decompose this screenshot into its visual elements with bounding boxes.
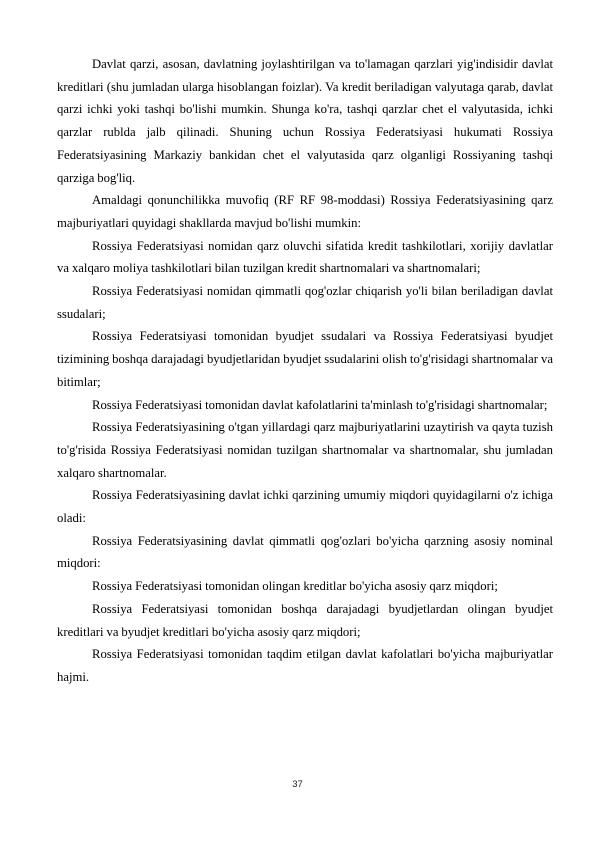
body-text bbox=[57, 53, 553, 689]
page-number: 37 bbox=[292, 779, 303, 790]
paragraph: Rossiya Federatsiyasi nomidan qarz oluvchi sifatida kredit tashkilotlari, xorijiy davlatlar va xalqaro moliya tashkilotlari bilan tuzilgan kredit shartnomalari va shartnomalari; bbox=[57, 238, 553, 276]
paragraph: Rossiya Federatsiyasi tomonidan olingan kreditlar bo'yicha asosiy qarz miqdori; bbox=[92, 579, 498, 594]
paragraph: Amaldagi qonunchilikka muvofiq (RF RF 98-moddasi) Rossiya Federatsiyasining qarz majburiyatlari quyidagi shakllarda mavjud bo'lishi mumkin: bbox=[57, 193, 553, 230]
paragraph: Rossiya Federatsiyasining davlat ichki qarzining umumiy miqdori quyidagilarni o'z ichiga oladi: bbox=[57, 488, 553, 526]
paragraph: Rossiya Federatsiyasi tomonidan davlat kafolatlarini ta'minlash to'g'risidagi shartnomalar; bbox=[92, 397, 548, 412]
paragraph: Rossiya Federatsiyasi tomonidan boshqa darajadagi byudjetlardan olingan byudjet kreditlari va byudjet kreditlari bo'yicha asosiy qarz miqdori; bbox=[57, 601, 553, 639]
paragraph: Davlat qarzi, asosan, davlatning joylashtirilgan va to'lamagan qarzlari yig'indisidir davlat kreditlari (shu jumladan ularga hisoblangan foizlar). Va kredit beriladigan valyutaga qarab, davlat qarzi ichki yoki tashqi bo'lishi mumkin. Shunga ko'ra, tashqi qarzlar chet el valyutasida, ichki qarzlar rublda jalb qilinadi. Shuning uchun Rossiya Federatsiyasi hukumati Rossiya Federatsiyasining Markaziy bankidan chet el valyutasida qarz olganligi Rossiyaning tashqi qarziga bog'liq. bbox=[57, 57, 553, 185]
paragraph: Rossiya Federatsiyasi tomonidan byudjet ssudalari va Rossiya Federatsiyasi byudjet tizimining boshqa darajadagi byudjetlaridan byudjet ssudalarini olish to'g'risidagi shartnomalar va bitimlar; bbox=[57, 329, 553, 389]
paragraph: Rossiya Federatsiyasining o'tgan yillardagi qarz majburiyatlarini uzaytirish va qayta tuzish to'g'risida Rossiya Federatsiyasi nomidan tuzilgan shartnomalar va shartnomalar, shu jumladan xalqaro shartnomalar. bbox=[57, 420, 553, 480]
paragraph: Rossiya Federatsiyasi nomidan qimmatli qog'ozlar chiqarish yo'li bilan beriladigan davlat ssudalari; bbox=[57, 284, 553, 321]
paragraph: Rossiya Federatsiyasi tomonidan taqdim etilgan davlat kafolatlari bo'yicha majburiyatlar hajmi. bbox=[57, 647, 553, 684]
paragraph: Rossiya Federatsiyasining davlat qimmatli qog'ozlari bo'yicha qarzning asosiy nominal miqdori: bbox=[57, 533, 553, 571]
